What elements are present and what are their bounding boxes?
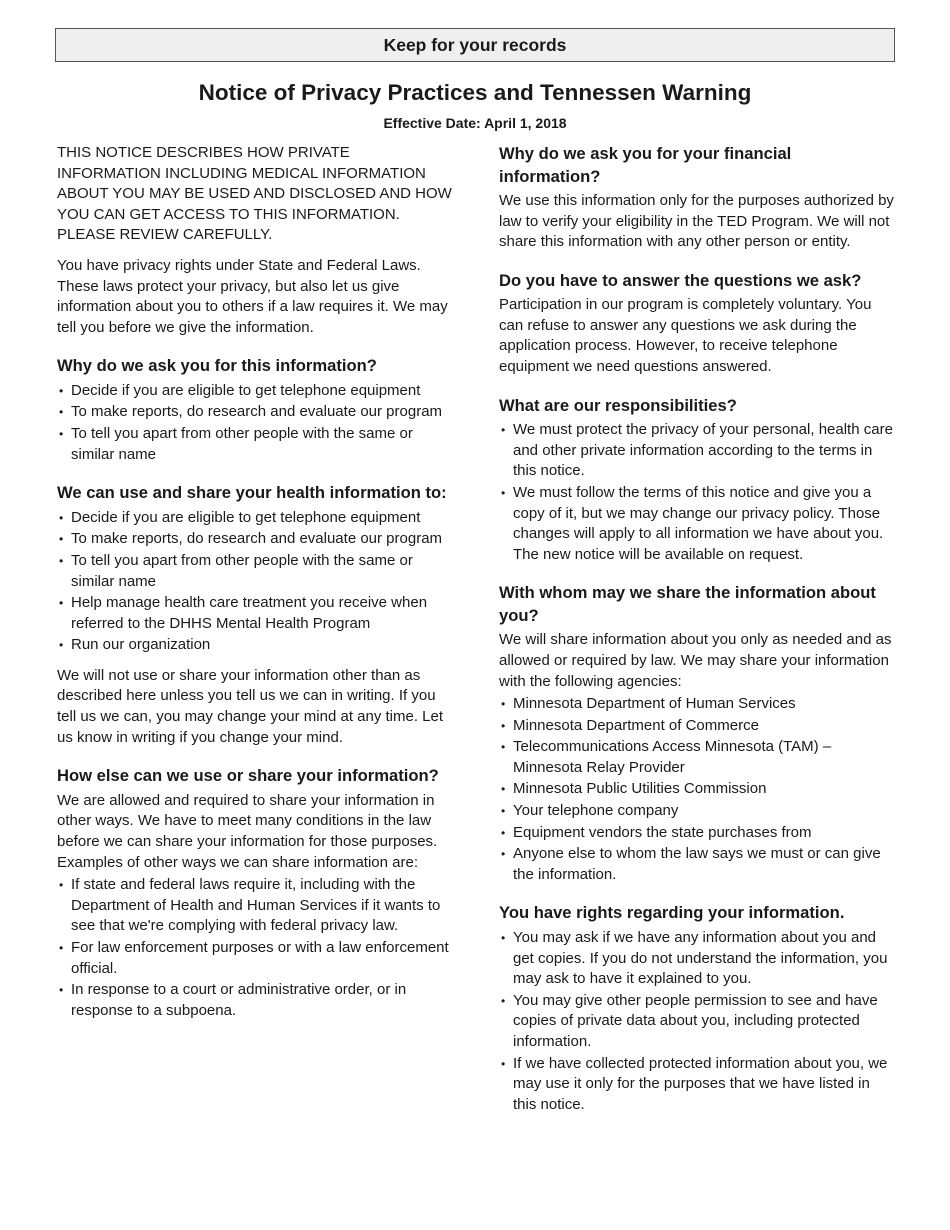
page-title: Notice of Privacy Practices and Tennessen Warning [198,80,752,105]
list-item: • Anyone else to whom the law says we must or can give the information. [501,845,881,883]
list-item: • To make reports, do research and evaluate our program [57,402,457,423]
agencies-list [499,694,895,885]
why-heading: Why do we ask you for this information? [57,356,377,376]
else-heading: How else can we use or share your information? [57,766,439,786]
bullet-icon: • [59,983,64,998]
responsibilities-list [499,420,895,565]
share-paragraph: We will not use or share your information other than as described here unless you tell us we can in writing. If you tell us we can, you may change your mind at any time. Let us know in writing if you change your mind. [57,666,444,746]
intro-caps-paragraph: THIS NOTICE DESCRIBES HOW PRIVATE INFORMATION INCLUDING MEDICAL INFORMATION ABOUT YOU MAY BE USED AND DISCLOSED AND HOW YOU CAN GET ACCESS TO THIS INFORMATION. PLEASE REVIEW CAREFULLY. [57,144,452,244]
list-item: • Your telephone company [499,801,895,822]
bullet-icon: • [59,596,64,611]
bullet-icon: • [59,553,64,568]
bullet-icon: • [501,485,506,500]
right-column [499,143,895,1125]
bullet-icon: • [501,804,506,819]
list-item: • Help manage health care treatment you receive when referred to the DHHS Mental Health Program [59,594,428,632]
list-item: • Telecommunications Access Minnesota (TAM) – Minnesota Relay Provider [501,738,832,776]
list-item: • Equipment vendors the state purchases from [499,823,895,844]
bullet-icon: • [59,878,64,893]
rights-heading: You have rights regarding your information. [499,903,845,923]
list-item: • Decide if you are eligible to get telephone equipment [57,381,457,402]
list-item: • Run our organization [57,635,457,656]
list-item: • To tell you apart from other people with the same or similar name [59,551,413,590]
bullet-icon: • [501,423,506,438]
list-item: • To tell you apart from other people with the same or similar name [59,425,413,463]
bullet-icon: • [501,993,506,1008]
answer-heading: Do you have to answer the questions we ask? [499,270,862,290]
bullet-icon: • [59,427,64,442]
list-item: • For law enforcement purposes or with a law enforcement official. [59,938,449,977]
left-column [57,143,457,1031]
list-item: • If we have collected protected information about you, we may use it only for the purposes that we have listed in this notice. [501,1054,888,1113]
share-heading: We can use and share your health information to: [57,483,447,503]
bullet-icon: • [501,930,506,945]
else-list [57,875,457,1021]
bullet-icon: • [501,782,506,797]
list-item: • We must protect the privacy of your personal, health care and other private information according to the terms in this notice. [501,421,893,480]
effective-date: Effective Date: April 1, 2018 [383,115,567,131]
bullet-icon: • [501,740,506,755]
bullet-icon: • [59,940,64,955]
why-list [57,381,457,465]
financial-heading: Why do we ask you for your financial information? [499,144,792,186]
financial-paragraph: We use this information only for the purposes authorized by law to verify your eligibility in the TED Program. We will not share this information with any other person or entity. [499,192,894,251]
bullet-icon: • [501,825,506,840]
bullet-icon: • [59,638,64,653]
list-item: • Minnesota Public Utilities Commission [499,779,895,800]
list-item: • If state and federal laws require it, including with the Department of Health and Human Services if it wants to see that we're complying with federal privacy law. [59,876,441,935]
records-banner: Keep for your records [55,28,895,62]
bullet-icon: • [501,1056,506,1071]
list-item: • Minnesota Department of Commerce [499,716,895,737]
list-item: • We must follow the terms of this notice and give you a copy of it, but we may change our privacy policy. Those changes will apply to all information we have about you. The new notice will be available on request. [501,483,884,563]
bullet-icon: • [59,510,64,525]
bullet-icon: • [59,383,64,398]
rights-list [499,928,895,1115]
responsibilities-heading: What are our responsibilities? [499,395,737,415]
list-item: • To make reports, do research and evaluate our program [57,529,457,550]
bullet-icon: • [501,718,506,733]
whom-heading: With whom may we share the information about you? [499,583,876,625]
share-list [57,508,457,656]
else-paragraph: We are allowed and required to share your information in other ways. We have to meet many conditions in the law before we can share your information for those purposes. Examples of other ways we can share information are: [57,791,438,871]
list-item: • You may ask if we have any information about you and get copies. If you do not understand the information, you may ask to have it explained to you. [501,928,888,988]
list-item: • In response to a court or administrative order, or in response to a subpoena. [59,981,407,1019]
bullet-icon: • [501,847,506,862]
bullet-icon: • [59,405,64,420]
bullet-icon: • [501,697,506,712]
intro-rights-paragraph: You have privacy rights under State and Federal Laws. These laws protect your privacy, but also let us give information about you to others if a law requires it. We may tell you before we give the information. [57,256,448,336]
list-item: • Minnesota Department of Human Services [499,694,895,715]
whom-paragraph: We will share information about you only as needed and as allowed or required by law. We may share your information with the following agencies: [499,631,892,690]
list-item: • You may give other people permission to see and have copies of private data about you, including protected information. [501,991,878,1050]
bullet-icon: • [59,532,64,547]
list-item: • Decide if you are eligible to get telephone equipment [57,508,457,529]
answer-paragraph: Participation in our program is completely voluntary. You can refuse to answer any questions we ask during the application process. However, to receive telephone equipment we need questions answered. [499,296,872,376]
